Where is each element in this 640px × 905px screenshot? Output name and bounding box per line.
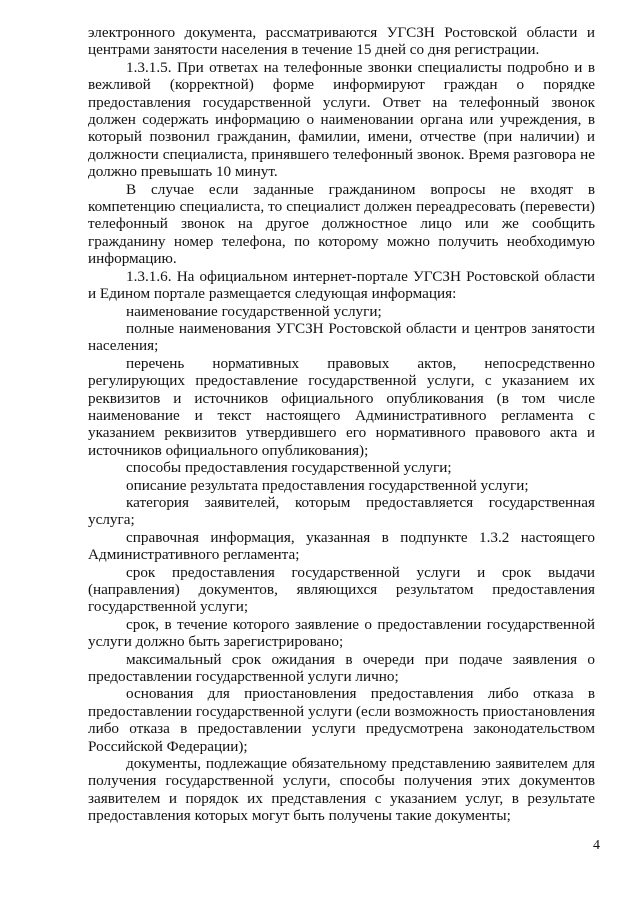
paragraph-phone-redirect: В случае если заданные гражданином вопросы не входят в компетенцию специалиста, то специалист должен переадресовать (перевести) телефонный звонок на другое должностное лицо или же сообщить гражданину номер телефона, по которому можно получить необходимую информацию. — [88, 180, 595, 268]
list-item-service-term: срок предоставления государственной услуги и срок выдачи (направления) документов, являющихся результатом предоставления государственной услуги; — [88, 563, 595, 616]
list-item-reference-info: справочная информация, указанная в подпункте 1.3.2 настоящего Административного регламента; — [88, 528, 595, 564]
list-item-org-names: полные наименования УГСЗН Ростовской области и центров занятости населения; — [88, 319, 595, 355]
paragraph-1-3-1-5: 1.3.1.5. При ответах на телефонные звонки специалисты подробно и в вежливой (корректной) форме информируют граждан о порядке предоставления государственной услуги. Ответ на телефонный звонок должен содержать информацию о наименовании органа или учреждения, в который позвонил гражданин, фамилии, имени, отчестве (при наличии) и должности специалиста, принявшего телефонный звонок. Время разговора не должно превышать 10 минут. — [88, 58, 595, 181]
list-item-result-description: описание результата предоставления государственной услуги; — [126, 476, 529, 494]
page-number: 4 — [593, 838, 600, 853]
document-body — [88, 24, 595, 825]
list-item-legal-acts: перечень нормативных правовых актов, непосредственно регулирующих предоставление государственной услуги, с указанием их реквизитов и источников официального опубликования (в том числе наименование и текст настоящего Административного регламента с указанием реквизитов утвердившего его нормативного правового акта и источников официального опубликования); — [88, 354, 595, 459]
list-item-applicant-category: категория заявителей, которым предоставляется государственная услуга; — [88, 493, 595, 529]
paragraph-continuation: электронного документа, рассматриваются УГСЗН Ростовской области и центрами занятости населения в течение 15 дней со дня регистрации. — [88, 24, 595, 59]
list-item-registration-term: срок, в течение которого заявление о предоставлении государственной услуги должно быть зарегистрировано; — [88, 615, 595, 651]
paragraph-1-3-1-6: 1.3.1.6. На официальном интернет-портале УГСЗН Ростовской области и Едином портале размещается следующая информация: — [88, 267, 595, 303]
list-item-required-documents: документы, подлежащие обязательному представлению заявителем для получения государственной услуги, способы получения этих документов заявителем и порядок их представления с указанием услуг, в результате предоставления которых могут быть получены такие документы; — [88, 755, 595, 825]
list-item-service-methods: способы предоставления государственной услуги; — [126, 459, 452, 477]
list-item-service-name: наименование государственной услуги; — [126, 302, 382, 320]
list-item-queue-time: максимальный срок ожидания в очереди при подаче заявления о предоставлении государственной услуги лично; — [88, 650, 595, 686]
list-item-suspension-grounds: основания для приостановления предоставления либо отказа в предоставлении государственной услуги (если возможность приостановления либо отказа в предоставлении услуги предусмотрена законодательством Российской Федерации); — [88, 685, 595, 755]
